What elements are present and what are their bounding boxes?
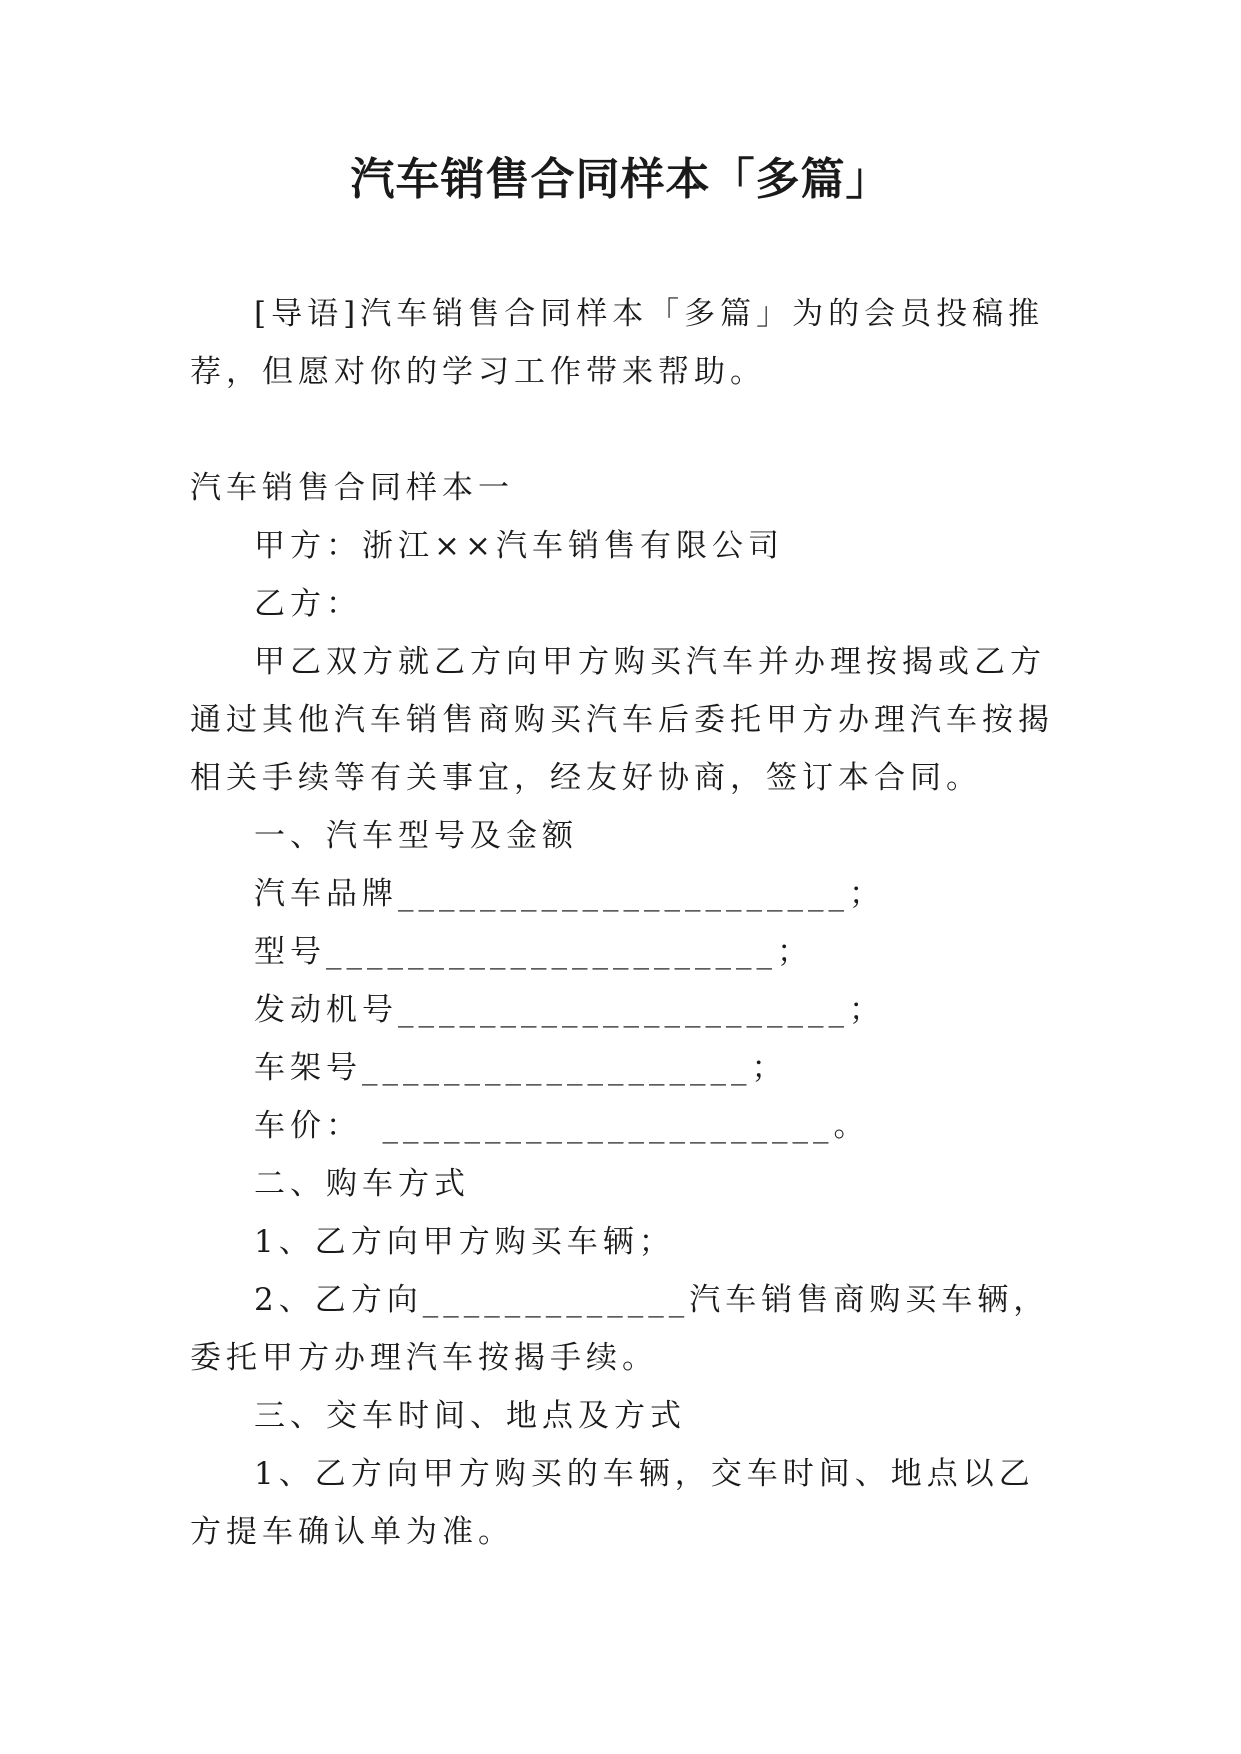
field-brand: 汽车品牌______________________； [254,876,885,912]
clause-1-title: 一、汽车型号及金额 [254,818,578,854]
field-price: 车价： ______________________。 [254,1108,870,1144]
party-b: 乙方： [254,586,362,622]
intro-paragraph: [导语]汽车销售合同样本「多篇」为的会员投稿推荐，但愿对你的学习工作带来帮助。 [190,296,1045,390]
document-title: 汽车销售合同样本「多篇」 [350,154,891,205]
clause-3-title: 三、交车时间、地点及方式 [254,1398,686,1434]
clause-2-item-1: 1、乙方向甲方购买车辆； [254,1224,675,1260]
document-body [190,285,1055,1561]
preamble-paragraph: 甲乙双方就乙方向甲方购买汽车并办理按揭或乙方通过其他汽车销售商购买汽车后委托甲方办理汽车按揭相关手续等有关事宜，经友好协商，签订本合同。 [190,644,1054,796]
paragraph-gap [190,401,1055,459]
clause-2-item-2: 2、乙方向_____________汽车销售商购买车辆，委托甲方办理汽车按揭手续。 [190,1282,1050,1376]
field-engine-number: 发动机号______________________； [254,992,885,1028]
field-frame-number: 车架号___________________； [254,1050,788,1086]
clause-3-item-1: 1、乙方向甲方购买的车辆，交车时间、地点以乙方提车确认单为准。 [190,1456,1035,1550]
field-model: 型号______________________； [254,934,813,970]
section-heading: 汽车销售合同样本一 [190,470,514,506]
party-a: 甲方：浙江××汽车销售有限公司 [254,528,784,564]
clause-2-title: 二、购车方式 [254,1166,470,1202]
